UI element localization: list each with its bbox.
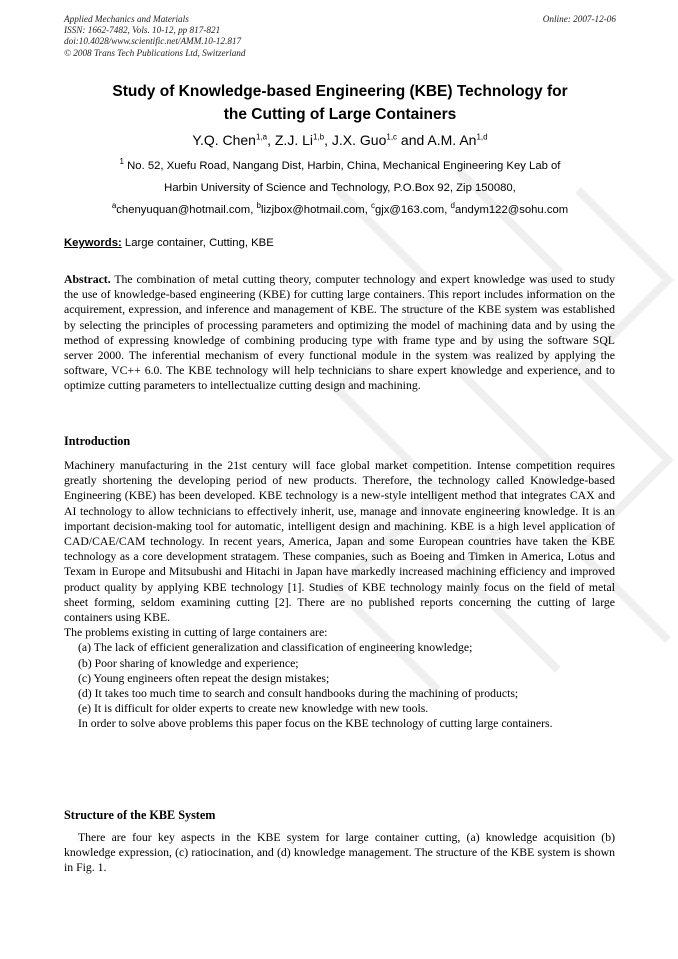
author-sup: 1,b (313, 132, 325, 142)
copyright-line: © 2008 Trans Tech Publications Ltd, Switzerland (64, 47, 246, 58)
journal-name: Applied Mechanics and Materials (64, 14, 189, 24)
intro-closing: In order to solve above problems this paper focus on the KBE technology of cutting large containers. (78, 717, 553, 731)
issn-line: ISSN: 1662-7482, Vols. 10-12, pp 817-821 (64, 25, 221, 36)
problems-intro: The problems existing in cutting of large containers are: (64, 626, 328, 640)
section-heading-structure: Structure of the KBE System (64, 808, 216, 822)
problem-item: (a) The lack of efficient generalization and classification of engineering knowledge; (78, 641, 473, 655)
email-sup: d (450, 201, 455, 211)
problem-item: (e) It is difficult for older experts to create new knowledge with new tools. (78, 702, 429, 716)
email-sup: b (256, 201, 261, 211)
author-list: Y.Q. Chen$^{1,a}$, Z.J. Li$^{1,b}$, J.X. Guo$^{1,c}$ and A.M. An$^{1,d}$ (192, 132, 488, 148)
author-sup: 1,d (476, 132, 488, 142)
author-name: A.M. An (427, 132, 477, 148)
keywords-text: Large container, Cutting, KBE (124, 237, 274, 249)
email-link[interactable]: chenyuquan@hotmail.com, (116, 204, 254, 216)
affiliation-line-1 (64, 159, 616, 173)
email-sup: c (370, 201, 375, 211)
email-link[interactable]: andym122@sohu.com (454, 204, 569, 216)
email-link[interactable]: gjx@163.com, (374, 204, 448, 216)
running-header (64, 14, 616, 59)
email-link[interactable]: lizjbox@hotmail.com, (260, 204, 368, 216)
keywords-label: Keywords: (64, 237, 122, 249)
paper-title (64, 80, 616, 126)
doi-line: doi:10.4028/www.scientific.net/AMM.10-12.817 (64, 36, 242, 47)
problem-item: (d) It takes too much time to search and consult handbooks during the machining of products; (78, 687, 519, 701)
structure-paragraph: There are four key aspects in the KBE system for large container cutting, (a) knowledge acquisition (b) knowledge expression, (c) ratiocination, and (d) knowledge management. The structure of the KBE system is shown in Fig. 1. (64, 831, 615, 875)
abstract (64, 272, 615, 394)
abstract-label: Abstract. (64, 273, 111, 286)
abstract-text: The combination of metal cutting theory, computer technology and expert knowledge was used to study the use of knowledge-based engineering (KBE) for cutting large containers. This report includes information on the acquirement, expression, and inference and management of KBE. The structure of the KBE system was established by selecting the principles of processing parameters and optimizing the model of machining data and by using the method of expressing knowledge of combining producing type with frame type and by using the software SQL server 2000. The inferential mechanism of every functional module in the system was realized by applying the software, VC++ 6.0. The KBE technology will help technicians to share expert knowledge and experience, and to optimize cutting parameters to intellectualize cutting design and machining. (64, 273, 615, 393)
affiliation-text-1: No. 52, Xuefu Road, Nangang Dist, Harbin, China, Mechanical Engineering Key Lab of (127, 160, 561, 172)
author-name: J.X. Guo (331, 132, 387, 148)
title-line-2: the Cutting of Large Containers (223, 106, 457, 123)
online-date: Online: 2007-12-06 (542, 14, 616, 24)
keywords (64, 236, 616, 250)
affiliation-line-2: Harbin University of Science and Technology, P.O.Box 92, Zip 150080, (164, 182, 516, 194)
problem-item: (c) Young engineers often repeat the design mistakes; (78, 671, 330, 685)
email-line (64, 203, 616, 217)
author-name: Z.J. Li (274, 132, 313, 148)
author-sup: 1,a (255, 132, 268, 142)
title-line-1: Study of Knowledge-based Engineering (KBE) Technology for (112, 83, 568, 100)
section-heading-introduction: Introduction (64, 434, 131, 448)
intro-paragraph: Machinery manufacturing in the 21st century will face global market competition. Intense competition requires greatly shortening the developing period of new products. Therefore, the technology called Knowledge-based Engineering (KBE) has been developed. KBE technology is a new-style intelligent method that integrates CAX and AI technology to allow technicians to effectively inherit, use, manage and innovate engineering knowledge. It is an important decision-making tool for automatic, intelligent design and machining. KBE is a high level application of CAD/CAE/CAM technology. In recent years, America, Japan and some European countries have taken the KBE technology as a core development stratagem. These companies, such as Boeing and Timken in America, Lotus and Texam in Europe and Mitsubushi and Hitachi in Japan have markedly increased machining efficiency and improved product quality by applying KBE technology [1]. Studies of KBE technology mainly focus on the field of metal sheet forming, seldom examining cutting [2]. There are no published reports concerning the cutting of large containers using KBE. (64, 459, 615, 625)
email-sup: a (111, 201, 117, 211)
problem-item: (b) Poor sharing of knowledge and experience; (78, 656, 299, 670)
introduction-body (64, 458, 615, 732)
author-sup: 1,c (386, 132, 398, 142)
affiliation-sup: 1 (119, 157, 124, 167)
author-name: Y.Q. Chen (192, 132, 256, 148)
